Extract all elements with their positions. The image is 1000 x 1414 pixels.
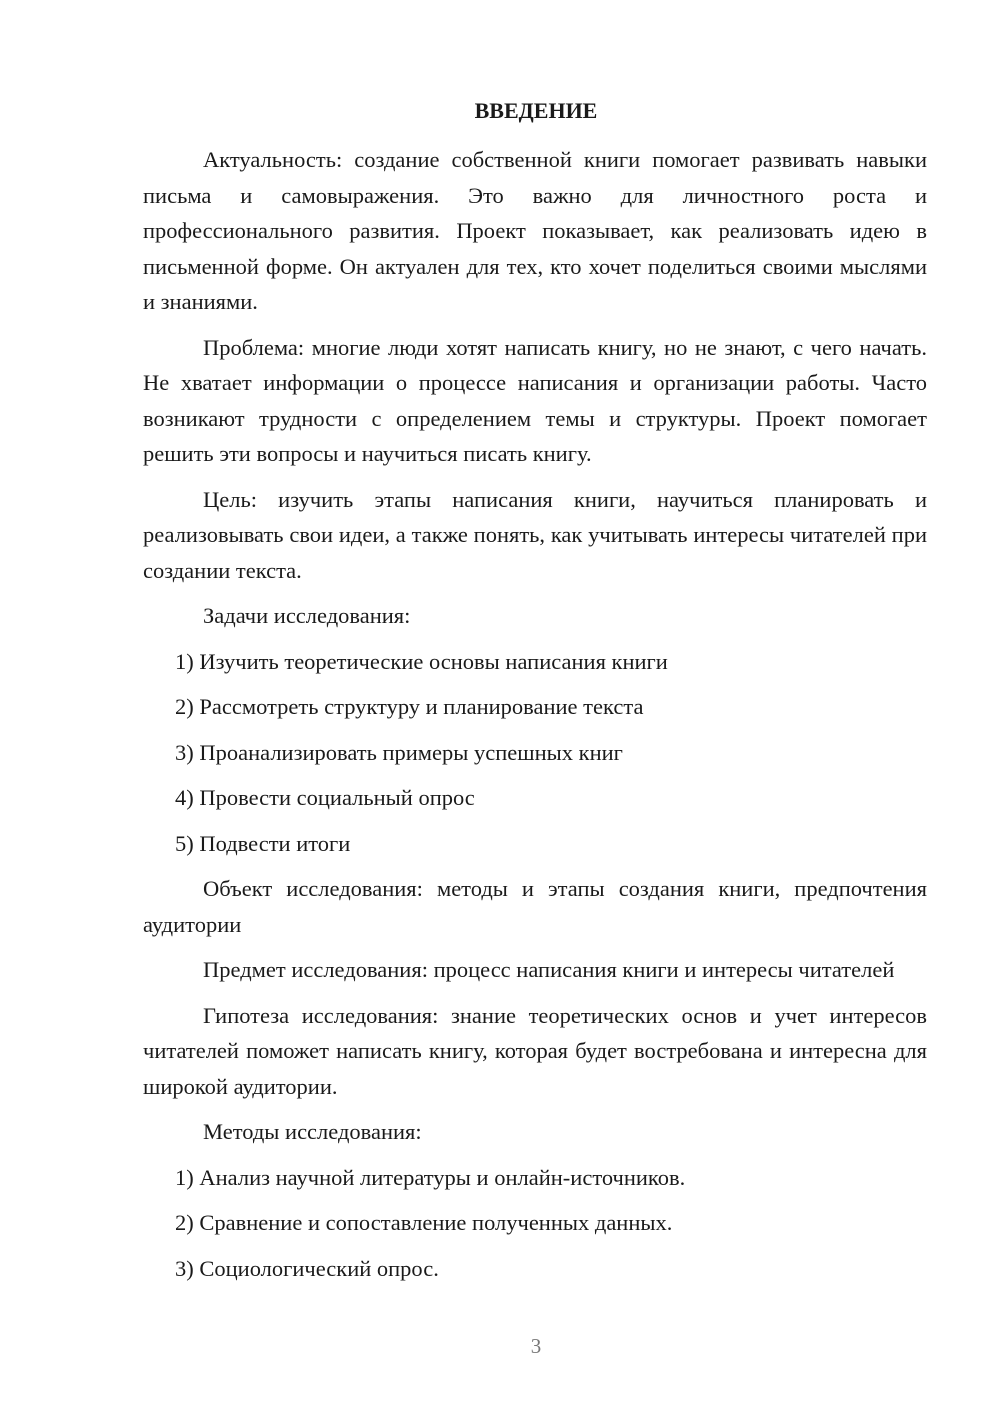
list-item: 3) Проанализировать примеры успешных книг xyxy=(175,739,623,765)
list-item: 3) Социологический опрос. xyxy=(175,1255,439,1281)
list-item: 4) Провести социальный опрос xyxy=(175,785,475,810)
goal-paragraph: Цель: изучить этапы написания книги, научиться планировать и реализовывать свои идеи, а также понять, как учитывать интересы читателей при создании текста. xyxy=(143,486,927,583)
subject-paragraph: Предмет исследования: процесс написания книги и интересы читателей xyxy=(203,957,895,982)
tasks-heading: Задачи исследования: xyxy=(203,603,411,628)
list-item: 1) Изучить теоретические основы написания книги xyxy=(175,648,668,674)
page-number: 3 xyxy=(530,1334,542,1358)
list-item: 2) Сравнение и сопоставление полученных данных. xyxy=(175,1210,673,1235)
section-title: ВВЕДЕНИЕ xyxy=(474,98,598,123)
tasks-list xyxy=(143,644,927,862)
object-paragraph: Объект исследования: методы и этапы создания книги, предпочтения аудитории xyxy=(143,876,927,937)
list-item: 5) Подвести итоги xyxy=(175,830,351,856)
methods-heading: Методы исследования: xyxy=(203,1119,422,1144)
relevance-paragraph: Актуальность: создание собственной книги помогает развивать навыки письма и самовыражения. Это важно для личностного роста и профессионального развития. Проект показывает, как реализовать идею в письменной форме. Он актуален для тех, кто хочет поделиться своими мыслями и знаниями. xyxy=(143,147,927,314)
document-body xyxy=(143,142,927,1296)
methods-list xyxy=(143,1160,927,1287)
hypothesis-paragraph: Гипотеза исследования: знание теоретических основ и учет интересов читателей поможет написать книгу, которая будет востребована и интересна для широкой аудитории. xyxy=(143,1002,927,1099)
problem-paragraph: Проблема: многие люди хотят написать книгу, но не знают, с чего начать. Не хватает информации о процессе написания и организации работы. Часто возникают трудности с определением темы и структуры. Проект помогает решить эти вопросы и научиться писать книгу. xyxy=(143,334,927,466)
list-item: 1) Анализ научной литературы и онлайн-источников. xyxy=(175,1164,686,1190)
list-item: 2) Рассмотреть структуру и планирование текста xyxy=(175,694,644,719)
